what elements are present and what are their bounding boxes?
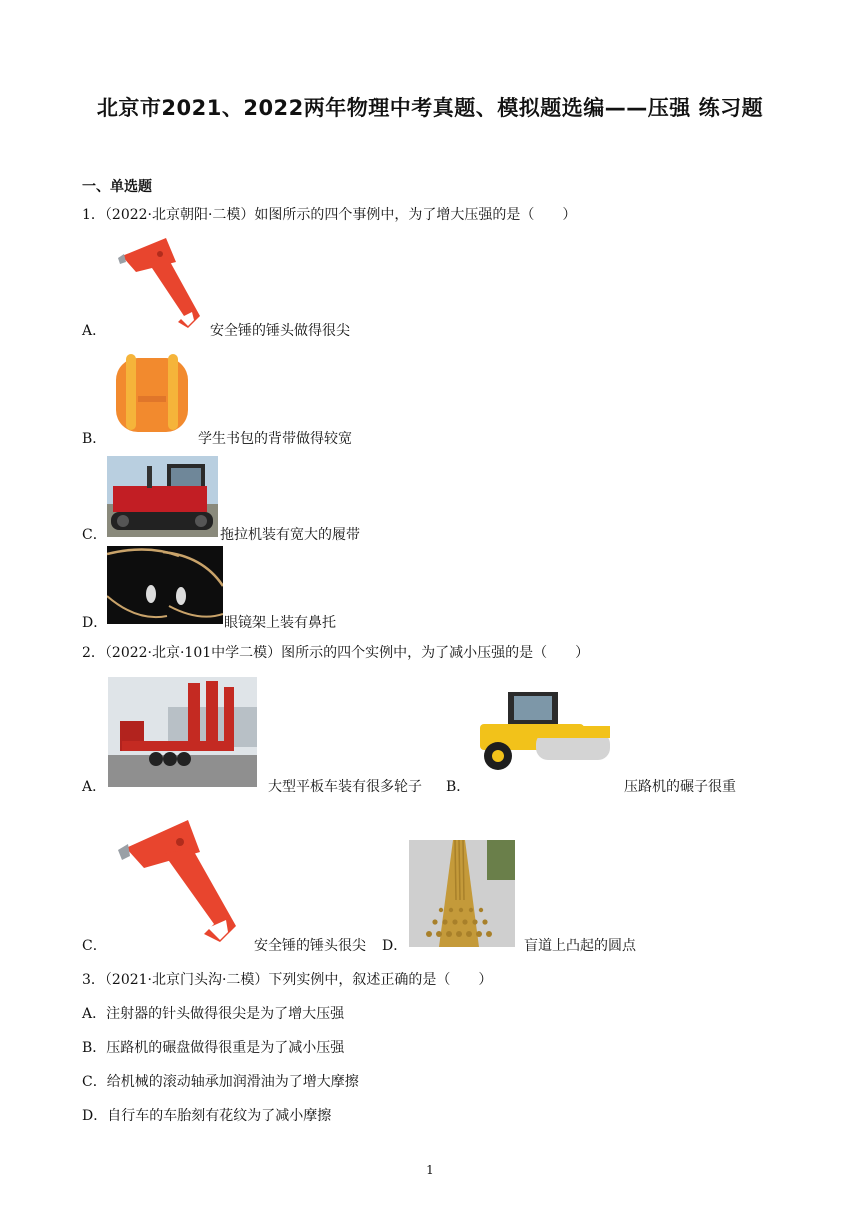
q1-option-b-text: 学生书包的背带做得较宽: [198, 431, 352, 447]
tractor-image: [107, 456, 218, 537]
question-1-stem: 1．（2022·北京朝阳·二模）如图所示的四个事例中，为了增大压强的是（ ）: [82, 207, 577, 223]
q3-option-a: [82, 1003, 344, 1023]
q2-option-c-label: C．: [82, 938, 107, 954]
glasses-image: [107, 546, 223, 624]
q3-option-b-label: B．: [82, 1040, 107, 1056]
q3-option-b: [82, 1037, 344, 1057]
q1-option-d-text: 眼镜架上装有鼻托: [224, 615, 336, 631]
q2-option-b-text: 压路机的碾子很重: [624, 779, 736, 795]
q2-option-c-text: 安全锤的锤头很尖: [254, 938, 366, 954]
q3-option-d: [82, 1105, 331, 1125]
question-2-stem: 2．（2022·北京·101中学二模）图所示的四个实例中，为了减小压强的是（ ）: [82, 645, 590, 661]
q3-option-d-text: 自行车的车胎刻有花纹为了减小摩擦: [107, 1108, 332, 1124]
q1-option-a-label: A．: [82, 323, 107, 339]
tactile-paving-image: [409, 840, 515, 947]
q2-option-b-label: B．: [446, 779, 471, 795]
q2-option-a-text: 大型平板车装有很多轮子: [268, 779, 422, 795]
q3-option-c-label: C．: [82, 1074, 107, 1090]
road-roller-image: [472, 688, 612, 776]
q2-option-a-label: A．: [82, 779, 107, 795]
safety-hammer-image: [108, 232, 208, 332]
q1-option-c-text: 拖拉机装有宽大的履带: [220, 527, 360, 543]
q3-option-c-text: 给机械的滚动轴承加润滑油为了增大摩擦: [106, 1074, 359, 1090]
q3-option-a-label: A．: [82, 1006, 107, 1022]
q1-option-b-label: B．: [82, 431, 107, 447]
q1-option-c-label: C．: [82, 527, 107, 543]
page-title: 北京市2021、2022两年物理中考真题、模拟题选编——压强 练习题: [96, 96, 764, 120]
safety-hammer-image: [108, 812, 248, 948]
q3-option-a-text: 注射器的针头做得很尖是为了增大压强: [106, 1006, 345, 1022]
question-3-stem: 3．（2021·北京门头沟·二模）下列实例中，叙述正确的是（ ）: [82, 972, 493, 988]
flatbed-trailer-image: [108, 677, 257, 787]
q3-option-d-label: D．: [82, 1108, 108, 1124]
q2-option-d-label: D．: [382, 938, 408, 954]
q2-option-d-text: 盲道上凸起的圆点: [524, 938, 636, 954]
q3-option-c: [82, 1071, 359, 1091]
page-number: 1: [426, 1163, 434, 1177]
q3-option-b-text: 压路机的碾盘做得很重是为了减小压强: [106, 1040, 345, 1056]
q1-option-d-label: D．: [82, 615, 108, 631]
q1-option-a-text: 安全锤的锤头做得很尖: [210, 323, 350, 339]
backpack-image: [108, 350, 196, 436]
section-heading: 一、单选题: [82, 179, 152, 195]
